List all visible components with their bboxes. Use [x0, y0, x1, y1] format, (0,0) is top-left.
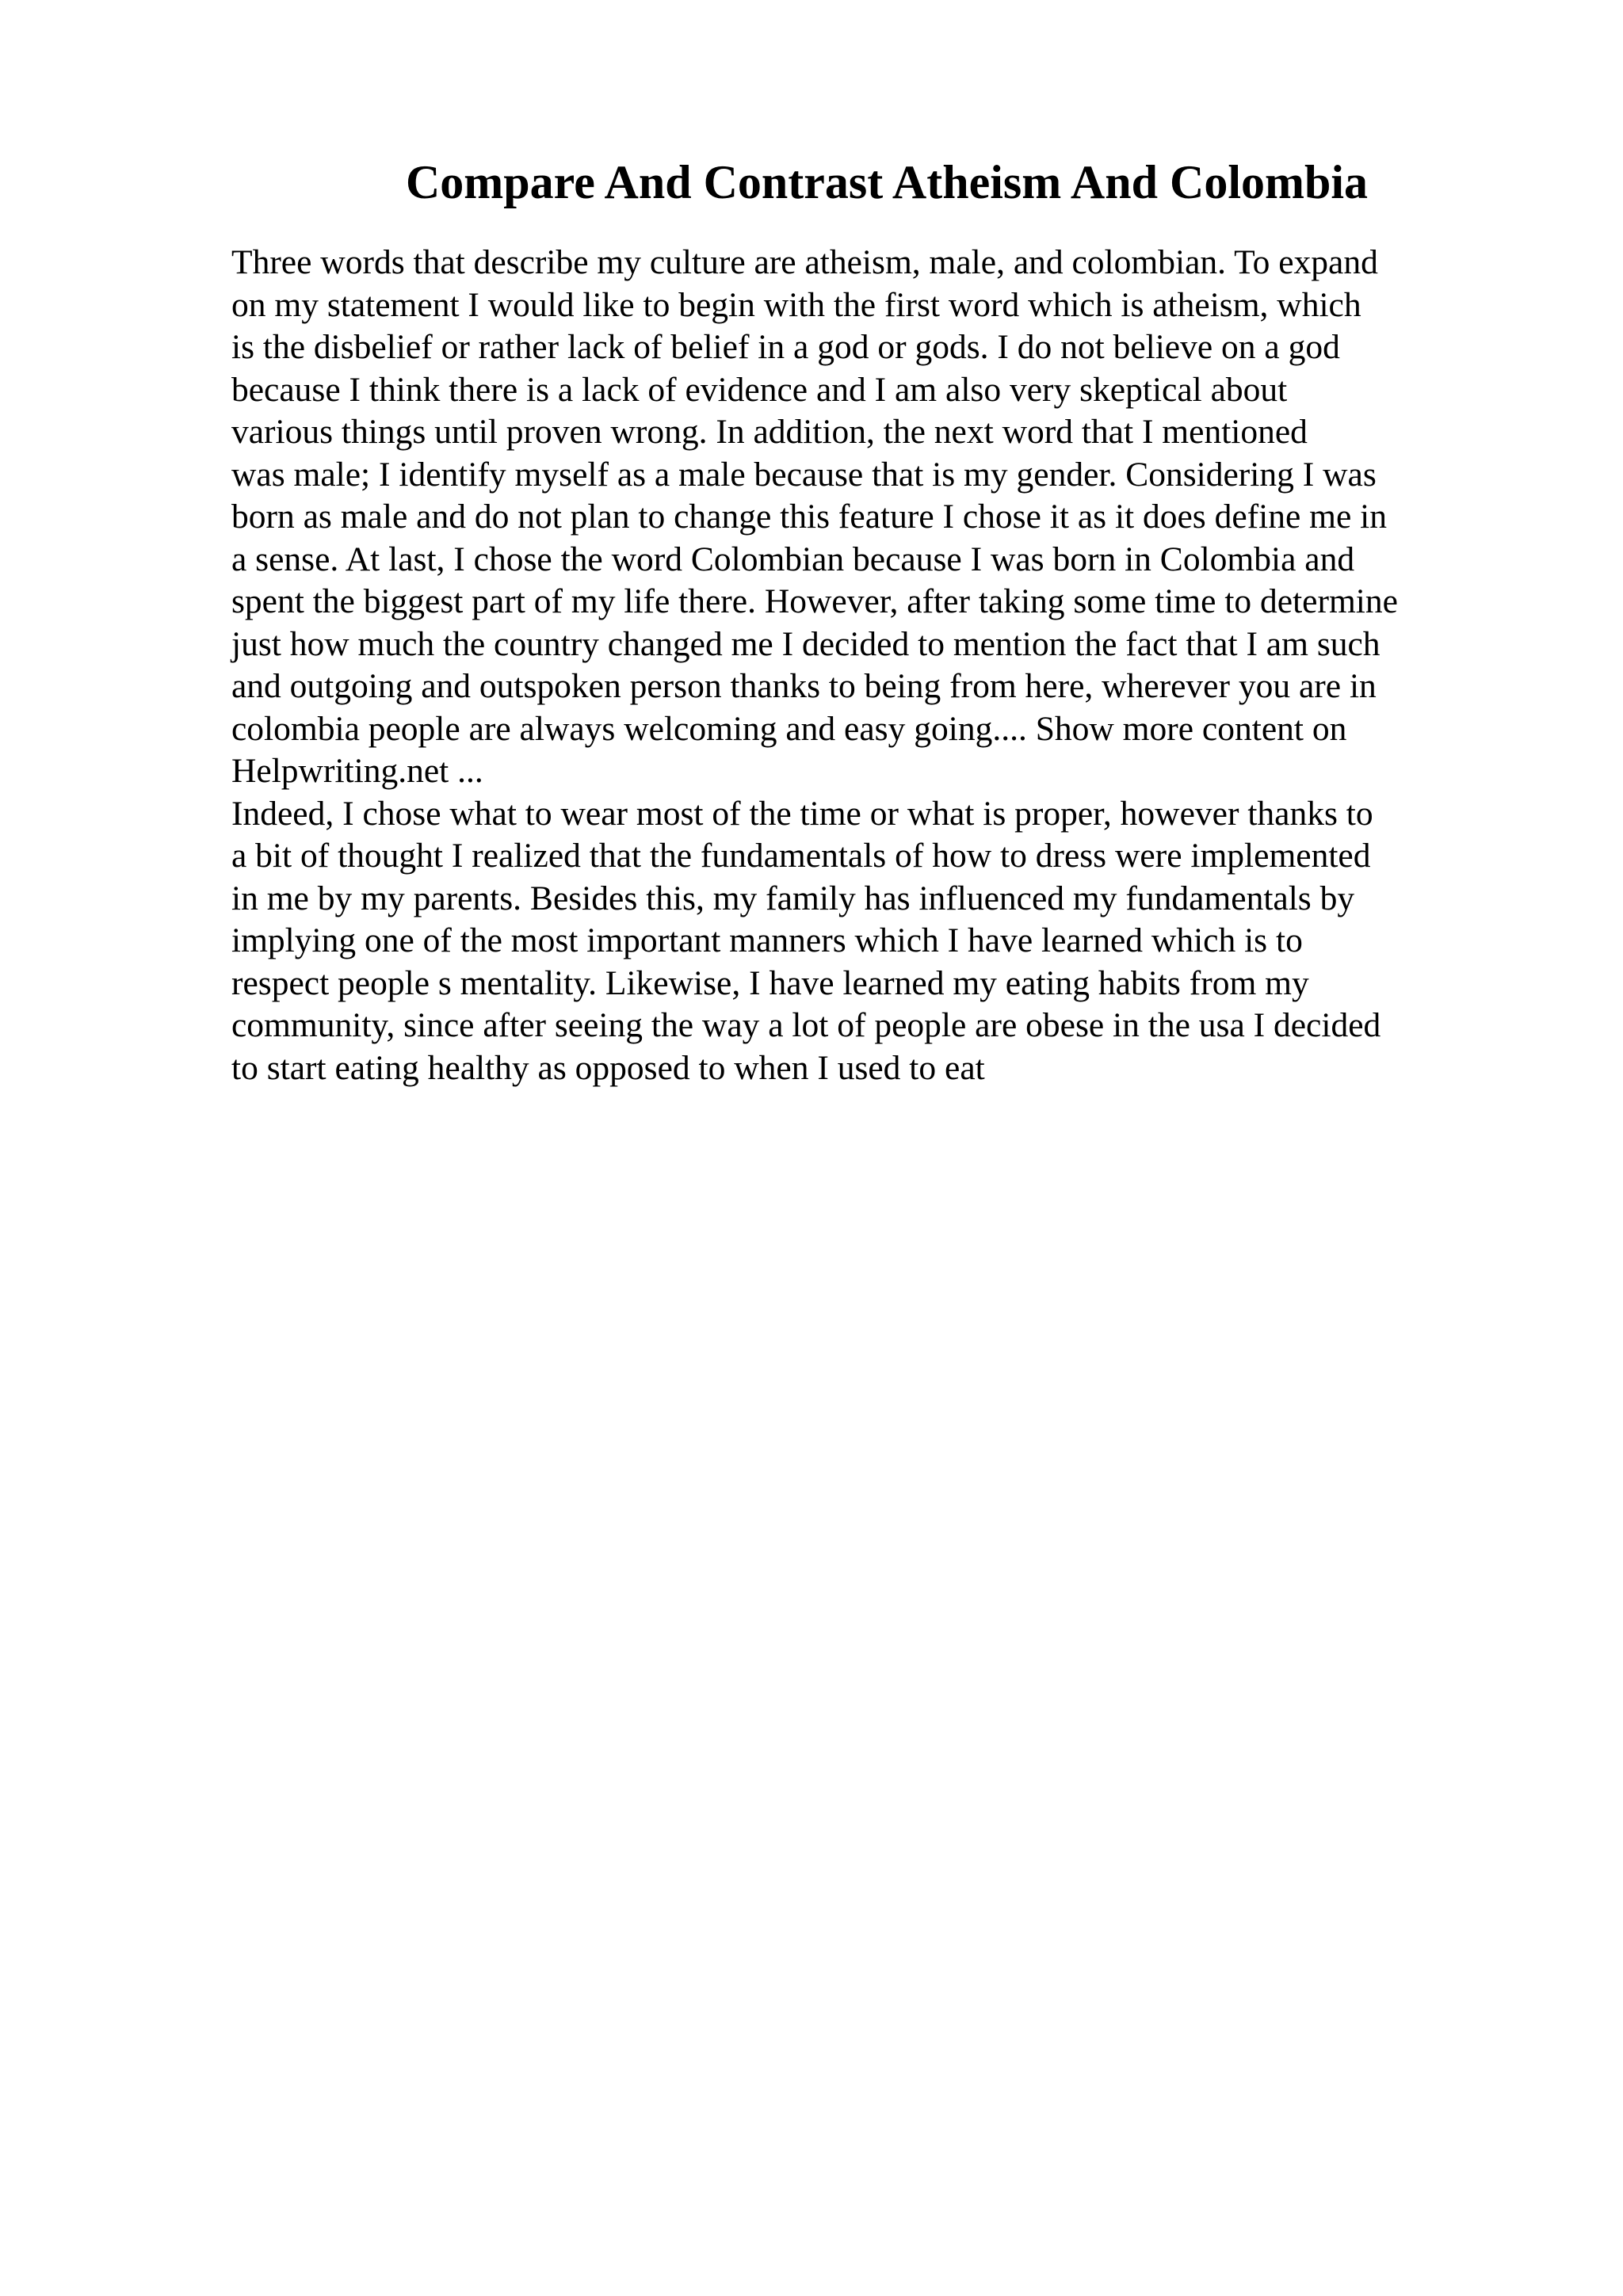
body-line: Helpwriting.net ... [231, 752, 483, 790]
document-title: Compare And Contrast Atheism And Colombia [405, 156, 1369, 208]
body-line: in me by my parents. Besides this, my family has influenced my fundamentals by [231, 879, 1355, 917]
body-line: a bit of thought I realized that the fundamentals of how to dress were implemented [231, 837, 1371, 875]
body-line: various things until proven wrong. In addition, the next word that I mentioned [231, 413, 1308, 451]
body-line: Three words that describe my culture are atheism, male, and colombian. To expand [231, 243, 1378, 281]
body-line: respect people s mentality. Likewise, I have learned my eating habits from my [231, 963, 1309, 1002]
document-body [231, 242, 1491, 1089]
body-line: on my statement I would like to begin with the first word which is atheism, which [231, 285, 1361, 324]
body-line: and outgoing and outspoken person thanks to being from here, wherever you are in [231, 667, 1377, 705]
body-line: is the disbelief or rather lack of belief in a god or gods. I do not believe on a god [231, 328, 1340, 366]
body-line: a sense. At last, I chose the word Colombian because I was born in Colombia and [231, 540, 1355, 578]
body-line: to start eating healthy as opposed to when I used to eat [231, 1048, 985, 1087]
body-line: implying one of the most important manners which I have learned which is to [231, 921, 1303, 959]
body-line: just how much the country changed me I decided to mention the fact that I am such [231, 624, 1381, 663]
body-line: Indeed, I chose what to wear most of the time or what is proper, however thanks to [231, 794, 1373, 833]
body-line: born as male and do not plan to change this feature I chose it as it does define me in [231, 498, 1388, 536]
body-line: community, since after seeing the way a lot of people are obese in the usa I decided [231, 1006, 1381, 1044]
body-line: was male; I identify myself as a male because that is my gender. Considering I was [231, 455, 1377, 494]
body-line: spent the biggest part of my life there. However, after taking some time to determine [231, 582, 1398, 620]
body-line: because I think there is a lack of evidence and I am also very skeptical about [231, 370, 1288, 409]
body-line: colombia people are always welcoming and easy going.... Show more content on [231, 709, 1347, 748]
